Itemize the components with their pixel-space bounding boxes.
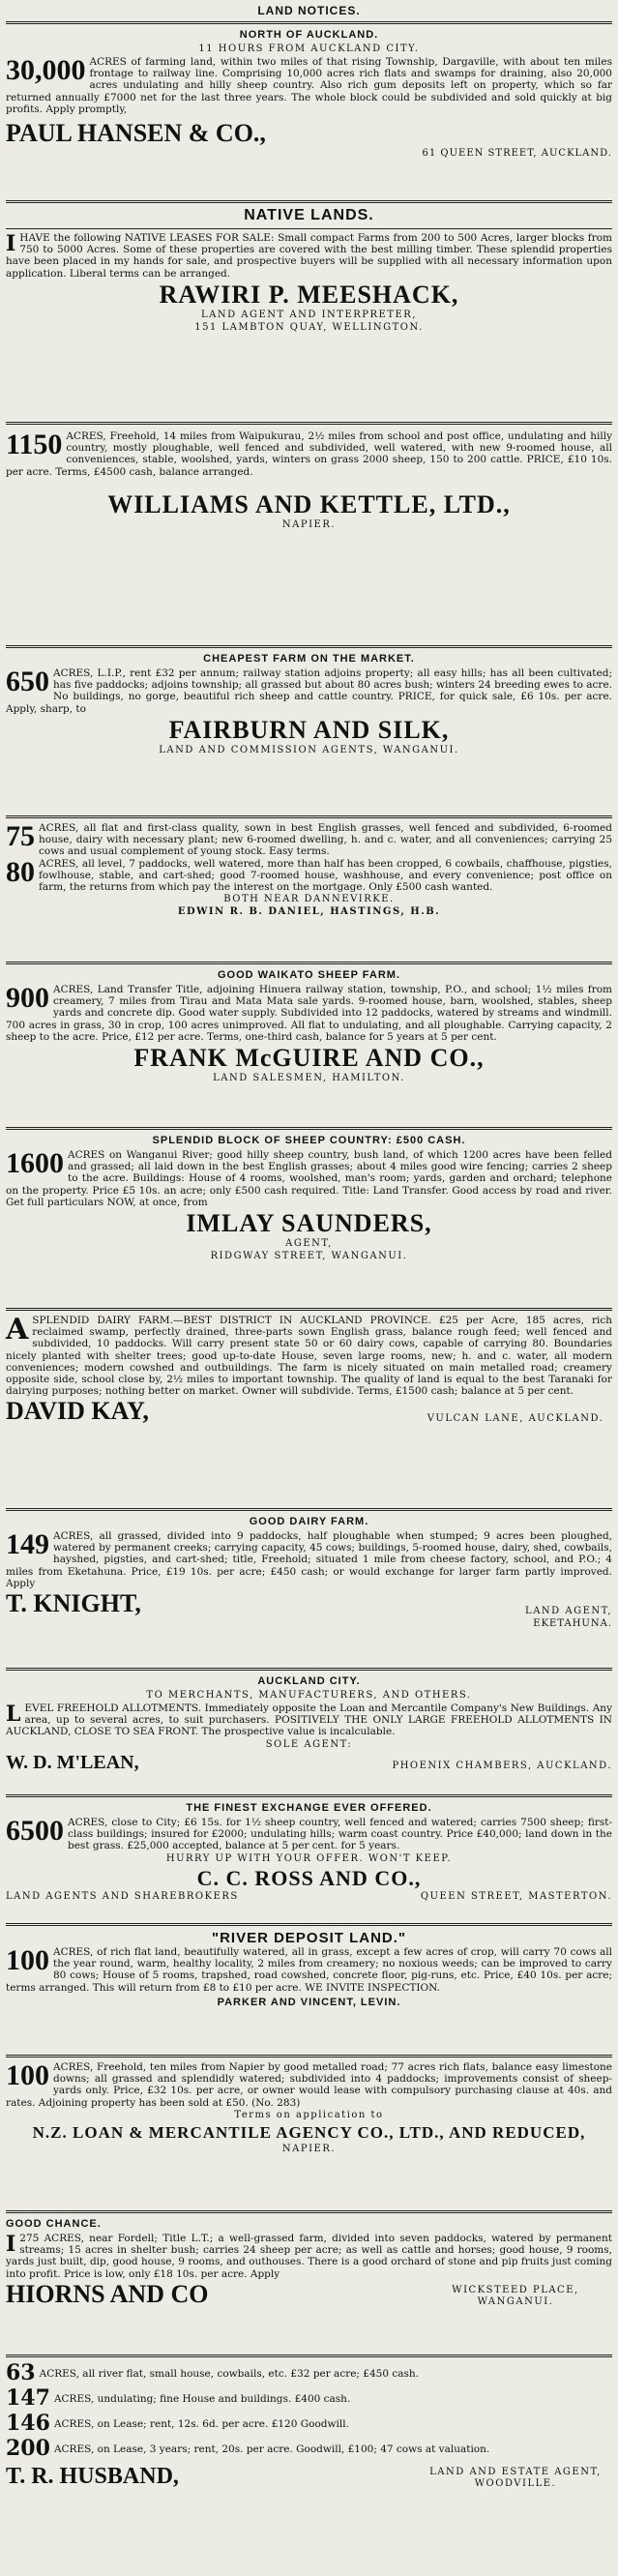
ad-subheading: 11 HOURS FROM AUCKLAND CITY.: [198, 44, 420, 54]
ad-agent: WILLIAMS AND KETTLE, LTD.,: [107, 489, 511, 518]
ad-daniel: [6, 822, 612, 958]
ad-sole-agent: SOLE AGENT:: [265, 1738, 353, 1750]
ad-address: NAPIER.: [281, 2143, 337, 2154]
ad-cheapest-farm: [6, 652, 612, 812]
ad-address: 61 QUEEN STREET, AUCKLAND.: [422, 148, 612, 160]
ad-address: 151 LAMBTON QUAY, WELLINGTON.: [194, 321, 424, 333]
ad-address: EKETAHUNA.: [533, 1618, 612, 1630]
ad-title: LAND AND COMMISSION AGENTS, WANGANUI.: [159, 744, 459, 755]
ad-lead-number: 900: [6, 982, 49, 1014]
ad-knight: [6, 1515, 612, 1664]
ad-lead-number: 1150: [6, 429, 63, 460]
ad-heading: SPLENDID BLOCK OF SHEEP COUNTRY: £500 CASH.: [152, 1135, 466, 1146]
ad-title: AGENT,: [285, 1238, 333, 1250]
ad-heading: NORTH OF AUCKLAND.: [239, 29, 379, 41]
ad-body: 275 ACRES, near Fordell; Title L.T.; a well-grassed farm, divided into seven paddocks, watered by permanent streams; 15 acres in shelter bush; carries 24 sheep per acre; as well as cattle and horses; good house, 9 rooms, yards just built, dip, good house, 9 rooms, and outhouses. There is a good orchard of stone and pip fruits just coming into profit. Price is low, only £18 10s. per acre. Apply: [6, 2233, 612, 2280]
ad-agent: FRANK McGUIRE AND CO.,: [133, 1044, 485, 1073]
ad-agent: T. R. HUSBAND,: [6, 2464, 179, 2489]
ad-agent: W. D. M'LEAN,: [6, 1751, 139, 1773]
ad-imlay: [6, 1134, 612, 1304]
ad-hurry: HURRY UP WITH YOUR OFFER. WON'T KEEP.: [165, 1852, 453, 1864]
ad-subheading: TO MERCHANTS, MANUFACTURERS, AND OTHERS.: [146, 1690, 472, 1701]
ad-body: SPLENDID DAIRY FARM.—BEST DISTRICT IN AUCKLAND PROVINCE. £25 per Acre, 185 acres, rich reclaimed swamp, perfectly drained, three-parts sown English grass, balance rough feed; well fenced and subdivided, 10 paddocks. Will carry present state 50 or 60 dairy cows, capable of carrying 80. Boundaries nicely planted with shelter trees; good up-to-date House, seven large rooms, new; h. and c. water, all modern conveniences; modern cowshed and outbuildings. The farm is nicely situated on main metalled road; creamery opposite side, school close by, 2½ miles to important township. The quality of land is equal to the best Taranaki for dairying purposes; nothing better on market. Owner will subdivide. Terms, £1500 cash; balance at 5 per cent.: [6, 1315, 612, 1398]
ad-agent: PAUL HANSEN & CO.,: [6, 119, 266, 148]
ad-agent: EDWIN R. B. DANIEL, HASTINGS, H.B.: [177, 906, 441, 918]
ad-lead-number: 63: [6, 2360, 36, 2385]
ad-nz-loan: [6, 2061, 612, 2206]
ad-body: ACRES, of rich flat land, beautifully watered, all in grass, except a few acres of crop, will carry 70 cows all the year round, warm, healthy locality, 2 miles from creamery; no noxious weeds; can be improved to carry 80 cows; House of 5 rooms, trapshed, road cowshed, concrete floor, pig-runs, etc. Price, £40 10s. per acre; terms arranged. This will return from £8 to £10 per acre. WE INVITE INSPECTION.: [6, 1946, 612, 1994]
ad-heading: "RIVER DEPOSIT LAND.": [211, 1930, 407, 1946]
ad-agent: FAIRBURN AND SILK,: [168, 715, 450, 744]
ad-lead-number: 650: [6, 666, 49, 697]
ad-body: HAVE the following NATIVE LEASES FOR SALE: Small compact Farms from 200 to 500 Acres, larger blocks from 750 to 5000 Acres. Some of these properties are covered with the best milling timber. These splendid properties have been placed in my hands for sale, and prospective buyers will be supplied with all necessary information upon application. Liberal terms can be arranged.: [6, 232, 612, 280]
ad-agent: HIORNS AND CO: [6, 2279, 209, 2308]
ad-lead-number: 80: [6, 855, 35, 888]
ad-lead-letter: I: [6, 2232, 16, 2257]
ad-lead-number: 149: [6, 1528, 49, 1560]
ad-agent: IMLAY SAUNDERS,: [186, 1209, 432, 1238]
ad-lead-letter: I: [6, 231, 16, 256]
ad-title: LAND AGENT AND INTERPRETER,: [200, 309, 418, 320]
ad-agent: T. KNIGHT,: [6, 1589, 141, 1618]
ad-address: QUEEN STREET, MASTERTON.: [420, 1890, 612, 1902]
ad-heading: GOOD WAIKATO SHEEP FARM.: [217, 969, 401, 981]
ad-lead-number: 147: [6, 2385, 50, 2411]
ad-lead-number: 200: [6, 2436, 50, 2461]
ad-address: RIDGWAY STREET, WANGANUI.: [210, 1251, 408, 1262]
ad-husband: [6, 2361, 612, 2491]
ad-apply: Terms on application to: [234, 2109, 384, 2120]
ad-lead-letter: A: [6, 1313, 29, 1347]
ad-lead-number: 6500: [6, 1815, 64, 1847]
ad-body: ACRES, close to City; £6 15s. for 1½ sheep country, well fenced and watered; carries 7500 sheep; first-class buildings; insured for £2000; undulating hills; warm coast country. Price £40,000; land down in the best grass. £25,000 accepted, balance at 5 per cent. for 5 years.: [68, 1817, 612, 1852]
ad-native-lands: [6, 207, 612, 418]
ad-address: WICKSTEED PLACE, WANGANUI.: [452, 2284, 579, 2307]
ad-near: BOTH NEAR DANNEVIRKE.: [223, 894, 395, 905]
ad-item-text: ACRES, all river flat, small house, cowbails, etc. £32 per acre; £450 cash.: [39, 2368, 419, 2380]
ad-item-text: ACRES, undulating; fine House and buildings. £400 cash.: [53, 2393, 351, 2405]
ad-waikato: [6, 968, 612, 1123]
ad-lead-number: 100: [6, 1944, 49, 1976]
ad-river-deposit: [6, 1930, 612, 2051]
ad-body: ACRES, all flat and first-class quality, sown in best English grasses, well fenced and subdivided, 6-roomed house, dairy with necessary plant; new 6-roomed dwelling, h. and c. water, and all conveniences; carrying 25 cows and usual complement of young stock. Easy terms.: [39, 822, 612, 858]
ad-lead-letter: L: [6, 1702, 21, 1727]
ad-body: ACRES, L.I.P., rent £32 per annum; railway station adjoins property; all easy hills; has all been cultivated; has five paddocks; adjoins township; all grassed but about 80 acres bush; winters 24 breeding ewes to acre. No buildings, no gorge, beautiful rich sheep and cattle country. PRICE, for quick sale, £6 10s. per acre. Apply, sharp, to: [6, 667, 612, 715]
land-notices-column: [6, 4, 612, 2491]
ad-address: PHOENIX CHAMBERS, AUCKLAND.: [392, 1760, 612, 1771]
ad-agent: PARKER AND VINCENT, LEVIN.: [217, 1996, 401, 2008]
ad-ross: [6, 1801, 612, 1919]
ad-item-text: ACRES, on Lease; rent, 12s. 6d. per acre. £120 Goodwill.: [53, 2418, 349, 2430]
ad-body: ACRES, all grassed, divided into 9 paddocks, half ploughable when stumped; 9 acres been ploughed, watered by permanent creeks; carrying capacity, 45 cows; buildings, 5-roomed house, dairy, shed, cowbails, hayshed, pigsties, and cart-shed; title, Freehold; situated 1 mile from cheese factory, school, and P.O.; 4 miles from Eketahuna. Price, £19 10s. per acre; £450 cash; or would exchange for larger farm partly improved. Apply: [6, 1530, 612, 1589]
ad-heading: GOOD DAIRY FARM.: [249, 1516, 369, 1527]
ad-body: ACRES on Wanganui River; good hilly sheep country, bush land, of which 1200 acres have been felled and grassed; all laid down in the best English grasses; about 4 miles good wire fencing; carries 2 sheep to the acre. Buildings: House of 4 rooms, woolshed, man's room; yards, garden and orchard; telephone on the property. Price £5 10s. an acre; only £500 cash required. Title: Land Transfer. Good access by road and river. Get full particulars NOW, at once, from: [6, 1149, 612, 1208]
ad-lead-number: 146: [6, 2411, 50, 2436]
ad-agent: DAVID KAY,: [6, 1397, 149, 1426]
ad-body: ACRES, Freehold, 14 miles from Waipukurau, 2½ miles from school and post office, undulating and hilly country, mostly ploughable, well fenced and subdivided, well watered, with new 9-roomed house, all conveniences, stable, woolshed, yards, winters on grass 2000 sheep, 150 to 200 cattle. PRICE, £10 10s. per acre. Terms, £4500 cash, balance arranged.: [6, 430, 612, 478]
ad-body: EVEL FREEHOLD ALLOTMENTS. Immediately opposite the Loan and Mercantile Company's New Buildings. Any area, up to several acres, to suit purchasers. POSITIVELY THE ONLY LARGE FREEHOLD ALLOTMENTS IN AUCKLAND, CLOSE TO SEA FRONT. The prospective value is incalculable.: [6, 1703, 612, 1738]
ad-agent: N.Z. LOAN & MERCANTILE AGENCY CO., LTD., AND REDUCED,: [32, 2122, 586, 2142]
ad-lead-number: 75: [6, 820, 35, 852]
ad-david-kay: [6, 1315, 612, 1504]
ad-lead-number: 100: [6, 2059, 49, 2091]
ad-heading: CHEAPEST FARM ON THE MARKET.: [203, 653, 415, 665]
ad-title: LAND AGENTS AND SHAREBROKERS: [6, 1890, 239, 1902]
ad-lead-number: 1600: [6, 1147, 64, 1179]
ad-item-text: ACRES, on Lease, 3 years; rent, 20s. per acre. Goodwill, £100; 47 cows at valuation.: [53, 2443, 490, 2455]
ad-address: VULCAN LANE, AUCKLAND.: [427, 1413, 604, 1425]
ad-north-auckland: [6, 28, 612, 196]
section-title: LAND NOTICES.: [257, 4, 361, 17]
ad-heading: NATIVE LANDS.: [244, 207, 374, 223]
ad-title: LAND SALESMEN, HAMILTON.: [213, 1073, 405, 1084]
ad-address: NAPIER.: [281, 518, 337, 530]
ad-body: ACRES of farming land, within two miles of that rising Township, Dargaville, with about ten miles frontage to railway line. Comprising 10,000 acres rich flats and swamps for draining, also 20,000 acres undulating and hilly sheep country. Also rich gum deposits left on property, which so far returned annually £7000 net for the last three years. The whole block could be subdivided and sold quickly at big profits. Apply promptly,: [6, 56, 612, 115]
ad-heading: AUCKLAND CITY.: [257, 1675, 361, 1687]
ad-title: LAND AND ESTATE AGENT, WOODVILLE.: [429, 2467, 602, 2489]
ad-agent: C. C. ROSS AND CO.,: [196, 1865, 422, 1890]
ad-agent: RAWIRI P. MEESHACK,: [159, 280, 459, 309]
ad-mclean: [6, 1674, 612, 1791]
ad-body: ACRES, all level, 7 paddocks, well watered, more than half has been cropped, 6 cowbails, chaffhouse, pigsties, fowlhouse, stable, and cart-shed; good 7-roomed house, washhouse, and every convenience; post office on farm, the returns from which pay the interest on the mortgage. Only £500 cash wanted.: [39, 857, 612, 894]
ad-body: ACRES, Land Transfer Title, adjoining Hinuera railway station, township, P.O., and school; 1½ miles from creamery, 7 miles from Tirau and Mata Mata sale yards. 9-roomed house, barn, woolshed, stables, sheep yards and concrete dip. Good water supply. Subdivided into 12 paddocks, watered by streams and windmill. 700 acres in grass, 30 in crop, 100 acres unimproved. All flat to undulating, and all ploughable. Carrying capacity, 2 sheep to the acre. Price, £12 per acre. Terms, one-third cash, balance for 5 years at 5 per cent.: [6, 984, 612, 1043]
ad-body: ACRES, Freehold, ten miles from Napier by good metalled road; 77 acres rich flats, balance easy limestone downs; all grassed and splendidly watered; subdivided into 4 paddocks; improvements consist of sheep-yards only. Price, £32 10s. per acre, or owner would lease with compulsory purchasing clause at 40s. and rates. Adjoining property has been sold at £50. (No. 283): [6, 2061, 612, 2109]
ad-heading: THE FINEST EXCHANGE EVER OFFERED.: [186, 1802, 432, 1814]
ad-lead-number: 30,000: [6, 54, 86, 86]
ad-title: LAND AGENT,: [525, 1606, 612, 1617]
ad-waipukurau: [6, 430, 612, 641]
ad-hiorns: [6, 2217, 612, 2351]
ad-heading: GOOD CHANCE.: [6, 2218, 102, 2230]
